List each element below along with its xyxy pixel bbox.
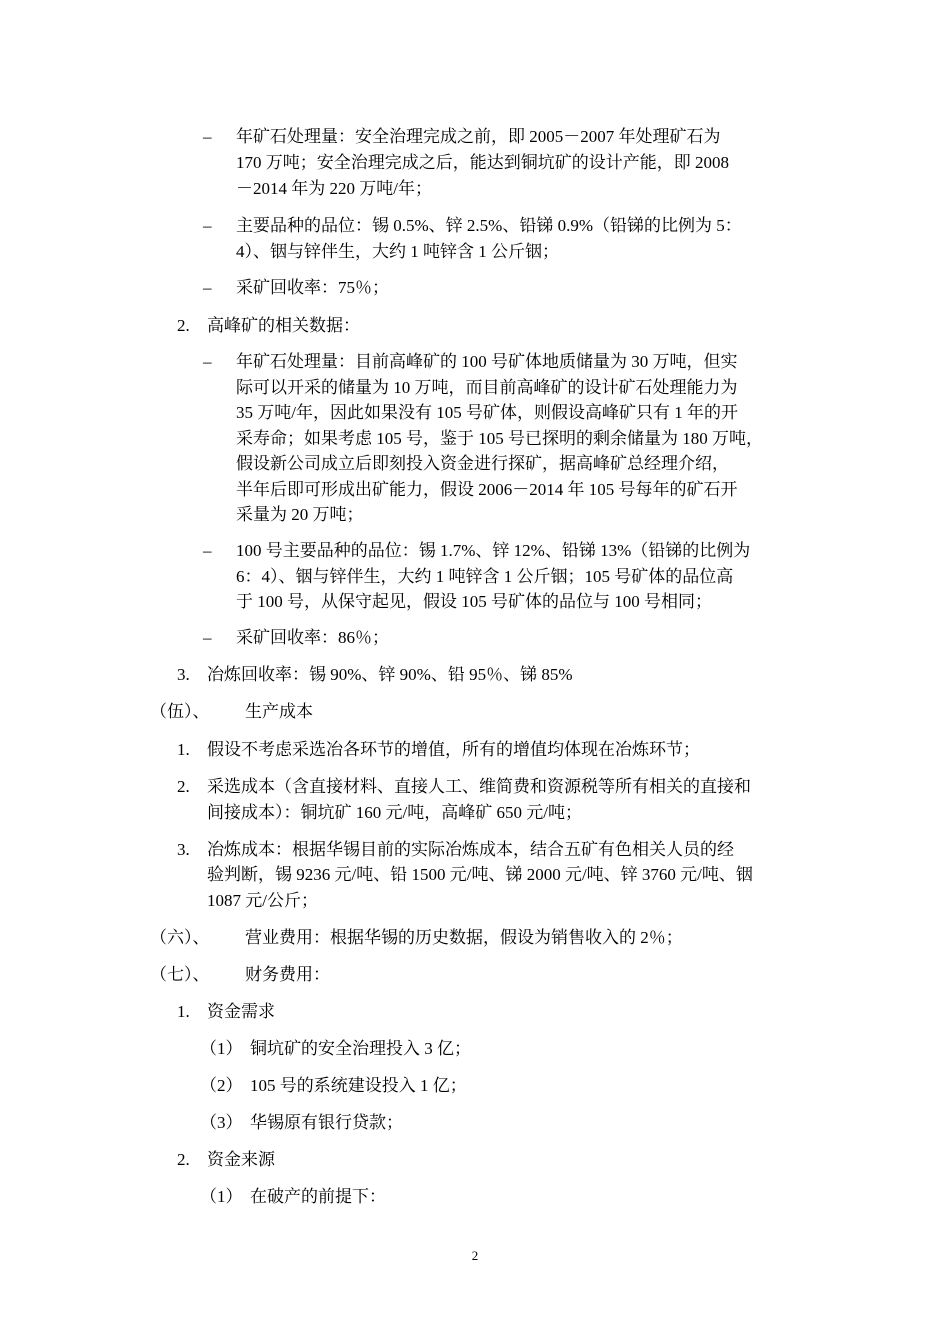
bullet-marker: – <box>203 278 212 297</box>
section-marker: （七）、 <box>150 965 210 984</box>
bullet-marker: – <box>203 127 212 146</box>
item-line: 假设不考虑采选冶各环节的增值，所有的增值均体现在冶炼环节； <box>207 740 700 759</box>
section-title: 财务费用： <box>245 965 330 984</box>
bullet-line: 半年后即可形成出矿能力，假设 2006－2014 年 105 号每年的矿石开 <box>236 480 738 499</box>
bullet-line: 采量为 20 万吨； <box>236 505 364 524</box>
bullet-line: 采寿命；如果考虑 105 号，鉴于 105 号已探明的剩余储量为 180 万吨， <box>236 429 763 448</box>
bullet-marker: – <box>203 352 212 371</box>
item-number: 2. <box>177 1150 190 1169</box>
bullet-line: －2014 年为 220 万吨/年； <box>236 179 432 198</box>
bullet-line: 年矿石处理量：目前高峰矿的 100 号矿体地质储量为 30 万吨，但实 <box>236 352 738 371</box>
bullet-line: 主要品种的品位：锡 0.5%、锌 2.5%、铅锑 0.9%（铅锑的比例为 5： <box>236 216 742 235</box>
item-label: 资金需求 <box>207 1002 275 1021</box>
bullet-marker: – <box>203 541 212 560</box>
sub-item-label: 铜坑矿的安全治理投入 3 亿； <box>250 1039 471 1058</box>
bullet-line: 4）、铟与锌伴生，大约 1 吨锌含 1 公斤铟； <box>236 242 559 261</box>
item-number: 1. <box>177 740 190 759</box>
bullet-line: 假设新公司成立后即刻投入资金进行探矿，据高峰矿总经理介绍， <box>236 454 729 473</box>
sub-item-label: 105 号的系统建设投入 1 亿； <box>250 1076 467 1095</box>
bullet-line: 采矿回收率：75％； <box>236 278 389 297</box>
item-number: 1. <box>177 1002 190 1021</box>
sub-item-number: （3） <box>200 1113 243 1132</box>
section-title: 生产成本 <box>245 702 313 721</box>
section-marker: （伍）、 <box>150 702 210 721</box>
bullet-line: 际可以开采的储量为 10 万吨，而目前高峰矿的设计矿石处理能力为 <box>236 378 738 397</box>
item-label: 高峰矿的相关数据： <box>207 316 360 335</box>
bullet-marker: – <box>203 628 212 647</box>
item-label: 资金来源 <box>207 1150 275 1169</box>
bullet-line: 年矿石处理量：安全治理完成之前，即 2005－2007 年处理矿石为 <box>236 127 721 146</box>
item-line: 采选成本（含直接材料、直接人工、维简费和资源税等所有相关的直接和 <box>207 777 751 796</box>
section-title: 营业费用：根据华锡的历史数据，假设为销售收入的 2％； <box>245 928 683 947</box>
sub-item-number: （2） <box>200 1076 243 1095</box>
sub-item-number: （1） <box>200 1187 243 1206</box>
bullet-line: 采矿回收率：86％； <box>236 628 389 647</box>
section-marker: （六）、 <box>150 928 210 947</box>
bullet-marker: – <box>203 216 212 235</box>
item-number: 3. <box>177 840 190 859</box>
item-number: 2. <box>177 777 190 796</box>
page-number: 2 <box>471 1248 479 1263</box>
item-line: 冶炼成本：根据华锡目前的实际冶炼成本，结合五矿有色相关人员的经 <box>207 840 734 859</box>
item-number: 2. <box>177 316 190 335</box>
bullet-line: 170 万吨；安全治理完成之后，能达到铜坑矿的设计产能，即 2008 <box>236 153 729 172</box>
item-line: 验判断，锡 9236 元/吨、铅 1500 元/吨、锑 2000 元/吨、锌 3760 元/吨、铟 <box>207 865 753 884</box>
item-line: 间接成本）：铜坑矿 160 元/吨，高峰矿 650 元/吨； <box>207 803 582 822</box>
sub-item-label: 在破产的前提下： <box>250 1187 386 1206</box>
bullet-line: 6：4）、铟与锌伴生，大约 1 吨锌含 1 公斤铟；105 号矿体的品位高 <box>236 567 734 586</box>
sub-item-label: 华锡原有银行贷款； <box>250 1113 403 1132</box>
bullet-line: 于 100 号，从保守起见，假设 105 号矿体的品位与 100 号相同； <box>236 592 712 611</box>
bullet-line: 35 万吨/年，因此如果没有 105 号矿体，则假设高峰矿只有 1 年的开 <box>236 403 738 422</box>
item-number: 3. <box>177 665 190 684</box>
item-line: 1087 元/公斤； <box>207 891 318 910</box>
item-label: 冶炼回收率：锡 90%、锌 90%、铅 95％、锑 85% <box>207 665 573 684</box>
sub-item-number: （1） <box>200 1039 243 1058</box>
bullet-line: 100 号主要品种的品位：锡 1.7%、锌 12%、铅锑 13%（铅锑的比例为 <box>236 541 751 560</box>
